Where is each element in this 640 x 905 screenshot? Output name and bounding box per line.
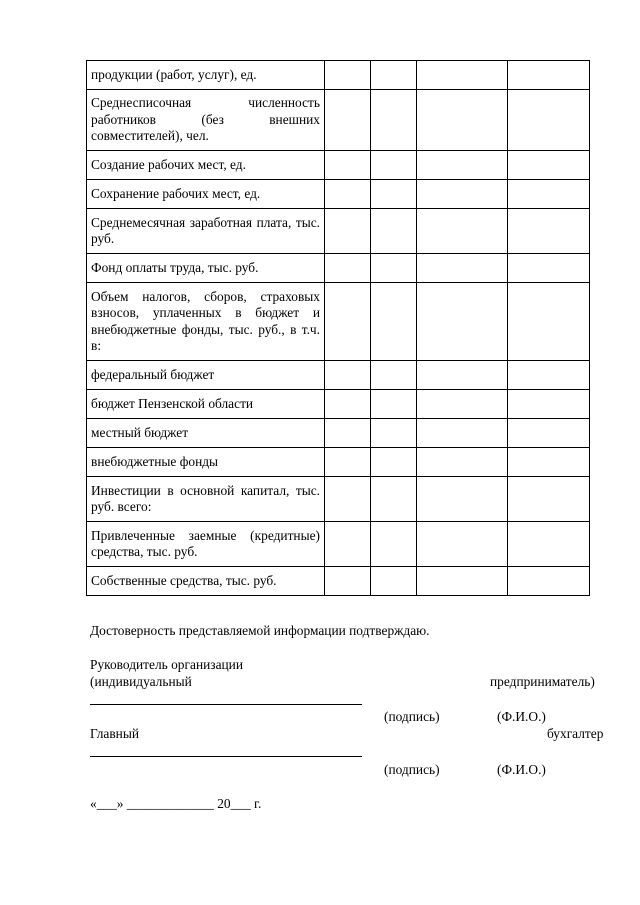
value-cell <box>371 209 417 254</box>
table-row <box>87 254 590 283</box>
report-table-body <box>87 61 590 596</box>
row-label: Сохранение рабочих мест, ед. <box>87 180 325 209</box>
row-label: внебюджетные фонды <box>87 448 325 477</box>
value-cell <box>371 567 417 596</box>
chief-name-caption: (Ф.И.О.) <box>497 762 546 777</box>
value-cell <box>371 90 417 151</box>
head-title-line1: Руководитель организации <box>90 657 244 672</box>
table-row <box>87 283 590 361</box>
table-row <box>87 180 590 209</box>
row-label: продукции (работ, услуг), ед. <box>87 61 325 90</box>
value-cell <box>417 522 508 567</box>
value-cell <box>508 522 590 567</box>
row-label: Привлеченные заемные (кредитные) средства, тыс. руб. <box>87 522 325 567</box>
value-cell <box>417 390 508 419</box>
value-cell <box>508 90 590 151</box>
value-cell <box>508 361 590 390</box>
table-row <box>87 522 590 567</box>
value-cell <box>325 522 371 567</box>
row-label: бюджет Пензенской области <box>87 390 325 419</box>
value-cell <box>417 361 508 390</box>
value-cell <box>371 254 417 283</box>
value-cell <box>371 61 417 90</box>
value-cell <box>371 448 417 477</box>
chief-signature-line <box>90 756 362 757</box>
value-cell <box>325 448 371 477</box>
value-cell <box>325 477 371 522</box>
value-cell <box>325 180 371 209</box>
date-line: «___» _____________ 20___ г. <box>90 796 262 811</box>
row-label: федеральный бюджет <box>87 361 325 390</box>
head-signature-line <box>90 704 362 705</box>
head-title-line2-left: (индивидуальный <box>90 674 192 689</box>
row-label: Собственные средства, тыс. руб. <box>87 567 325 596</box>
table-row <box>87 567 590 596</box>
value-cell <box>508 448 590 477</box>
value-cell <box>325 254 371 283</box>
value-cell <box>417 419 508 448</box>
value-cell <box>417 61 508 90</box>
value-cell <box>325 90 371 151</box>
table-row <box>87 477 590 522</box>
table-row <box>87 61 590 90</box>
value-cell <box>325 419 371 448</box>
value-cell <box>325 361 371 390</box>
table-row <box>87 209 590 254</box>
value-cell <box>417 151 508 180</box>
value-cell <box>417 180 508 209</box>
value-cell <box>325 61 371 90</box>
head-name-caption: (Ф.И.О.) <box>497 709 546 724</box>
value-cell <box>508 567 590 596</box>
value-cell <box>417 254 508 283</box>
row-label: Объем налогов, сборов, страховых взносов, уплаченных в бюджет и внебюджетные фонды, тыс. руб., в т.ч. в: <box>87 283 325 361</box>
value-cell <box>508 390 590 419</box>
value-cell <box>508 477 590 522</box>
table-row <box>87 419 590 448</box>
value-cell <box>371 390 417 419</box>
value-cell <box>325 390 371 419</box>
value-cell <box>371 522 417 567</box>
chief-title-right: бухгалтер <box>547 726 604 741</box>
value-cell <box>417 477 508 522</box>
chief-title-left: Главный <box>90 726 140 741</box>
report-table <box>86 60 590 596</box>
chief-signature-caption: (подпись) <box>384 762 440 777</box>
row-label: Среднесписочная численность работников (без внешних совместителей), чел. <box>87 90 325 151</box>
value-cell <box>371 361 417 390</box>
table-row <box>87 390 590 419</box>
value-cell <box>325 567 371 596</box>
value-cell <box>371 283 417 361</box>
value-cell <box>508 283 590 361</box>
value-cell <box>417 283 508 361</box>
value-cell <box>325 151 371 180</box>
value-cell <box>417 90 508 151</box>
value-cell <box>508 180 590 209</box>
head-title-line2-right: предприниматель) <box>490 674 595 689</box>
head-signature-caption: (подпись) <box>384 709 440 724</box>
table-row <box>87 90 590 151</box>
value-cell <box>371 477 417 522</box>
value-cell <box>371 419 417 448</box>
value-cell <box>417 567 508 596</box>
value-cell <box>508 151 590 180</box>
row-label: Создание рабочих мест, ед. <box>87 151 325 180</box>
row-label: местный бюджет <box>87 419 325 448</box>
value-cell <box>417 209 508 254</box>
value-cell <box>371 151 417 180</box>
row-label: Среднемесячная заработная плата, тыс. руб. <box>87 209 325 254</box>
value-cell <box>325 209 371 254</box>
row-label: Инвестиции в основной капитал, тыс. руб. всего: <box>87 477 325 522</box>
table-row <box>87 151 590 180</box>
confirmation-text: Достоверность представляемой информации подтверждаю. <box>90 623 430 638</box>
value-cell <box>508 61 590 90</box>
row-label: Фонд оплаты труда, тыс. руб. <box>87 254 325 283</box>
value-cell <box>508 254 590 283</box>
table-row <box>87 361 590 390</box>
value-cell <box>508 209 590 254</box>
table-row <box>87 448 590 477</box>
value-cell <box>325 283 371 361</box>
value-cell <box>371 180 417 209</box>
value-cell <box>508 419 590 448</box>
value-cell <box>417 448 508 477</box>
